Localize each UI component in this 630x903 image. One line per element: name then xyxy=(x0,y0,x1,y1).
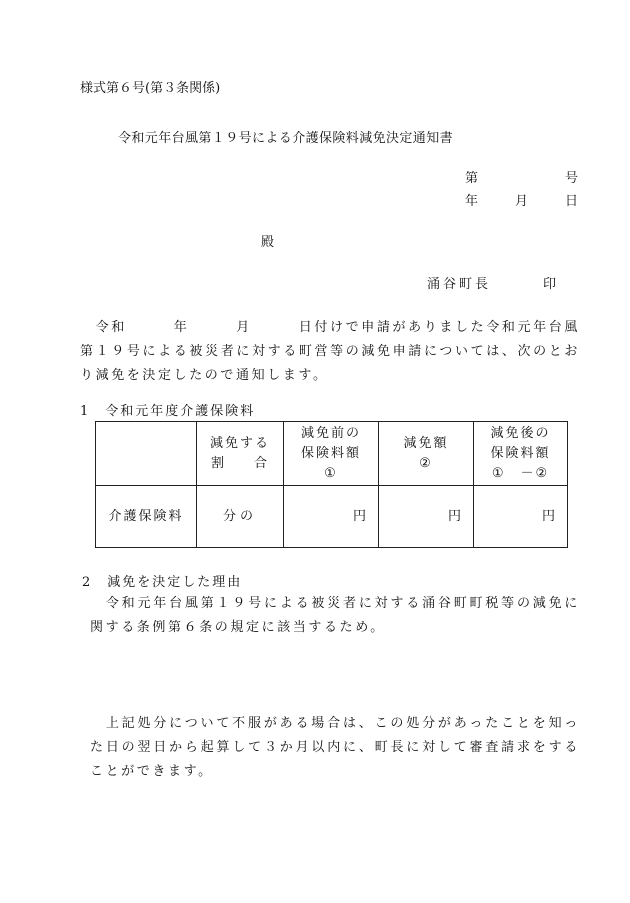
date-day: 日 xyxy=(565,194,579,209)
before-amount: 円 xyxy=(284,486,379,548)
section2-heading: 2 減免を決定した理由 xyxy=(82,575,243,590)
appeal-notice: 上記処分について不服がある場合は、この処分があったことを知った日の翌日から起算して３か月以内に、町長に対して審査請求をすることができます。 xyxy=(90,716,580,779)
table-row xyxy=(96,486,568,548)
ratio-value: 分の xyxy=(197,486,284,548)
header-blank-cell xyxy=(96,422,197,486)
document-title: 令和元年台風第１９号による介護保険料減免決定通知書 xyxy=(118,131,454,146)
after-amount: 円 xyxy=(474,486,568,548)
reduction-amount: 円 xyxy=(379,486,474,548)
header-before: 減免前の 保険料額 ① xyxy=(284,422,379,486)
doc-number-suffix: 号 xyxy=(565,171,579,186)
form-number: 様式第６号(第３条関係) xyxy=(80,81,221,96)
date-year: 年 xyxy=(465,194,479,209)
issuer-name: 涌谷町長 xyxy=(427,277,492,292)
intro-paragraph: 令和 年 月 日付けで申請がありました令和元年台風第１９号による被災者に対する町営等の減免申請については、次のとおり減免を決定したので通知します。 xyxy=(80,320,580,383)
header-after: 減免後の 保険料額 ① －② xyxy=(474,422,568,486)
addressee-honorific: 殿 xyxy=(261,235,275,250)
table-header-row xyxy=(96,422,568,486)
issuer-seal: 印 xyxy=(543,277,557,292)
date-month: 月 xyxy=(515,194,529,209)
header-ratio: 減免する 割 合 xyxy=(197,422,284,486)
section1-heading: 1 令和元年度介護保険料 xyxy=(80,404,256,419)
header-amount: 減免額 ② xyxy=(379,422,474,486)
row-label: 介護保険料 xyxy=(96,486,197,548)
section2-body: 令和元年台風第１９号による被災者に対する涌谷町町税等の減免に関する条例第６条の規定に該当するため。 xyxy=(90,596,580,635)
reduction-table xyxy=(95,421,568,548)
doc-number-prefix: 第 xyxy=(465,171,479,186)
